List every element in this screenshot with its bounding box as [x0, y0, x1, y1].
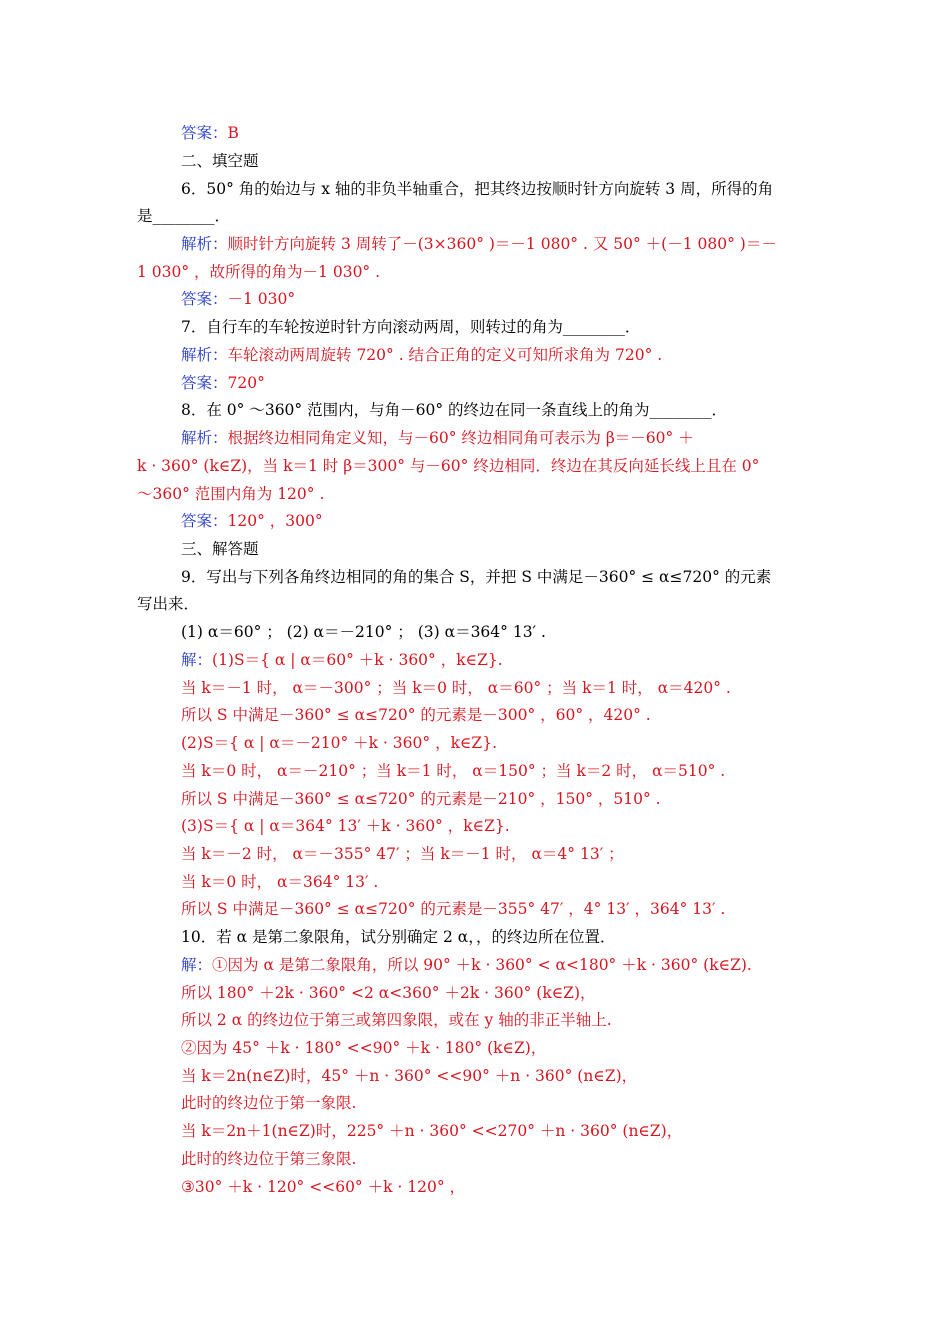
- solution-9-2: (2)S＝{ α | α＝－210° ＋k · 360° ，k∈Z}.: [181, 734, 497, 752]
- solution-line: 当 k＝－2 时， α＝－355° 47′ ；当 k＝－1 时， α＝4° 13′ ；: [181, 845, 624, 863]
- solution-line: ②因为 45° ＋k · 180° <<90° ＋k · 180° (k∈Z)，: [181, 1039, 547, 1057]
- question-6-cont: 是________．: [137, 207, 231, 225]
- solution-label: 解：: [181, 956, 213, 974]
- answer-label: 答案：: [181, 290, 228, 308]
- answer-7: [181, 373, 265, 393]
- solution-line: 当 k＝2n(n∈Z)时，45° ＋n · 360° <<90° ＋n · 360° (n∈Z)，: [181, 1067, 638, 1085]
- answer-8: [181, 511, 323, 531]
- solution-9-1: 解：(1)S＝{ α | α＝60° ＋k · 360° ，k∈Z}.: [181, 651, 503, 669]
- analysis-8-cont: k · 360° (k∈Z)，当 k＝1 时 β＝300° 与－60° 终边相同．终边在其反向延长线上且在 0°: [137, 457, 760, 475]
- analysis-label: 解析：: [181, 346, 228, 364]
- solution-line: 当 k＝－1 时， α＝－300° ；当 k＝0 时， α＝60° ；当 k＝1 时， α＝420° .: [181, 679, 731, 697]
- answer-label: 答案：: [181, 374, 228, 392]
- solution-line: 所以 180° ＋2k · 360° <2 α<360° ＋2k · 360° (k∈Z)，: [181, 984, 596, 1002]
- answer-5: [181, 123, 239, 143]
- question-8: 8．在 0° ～360° 范围内，与角－60° 的终边在同一条直线上的角为________．: [181, 401, 727, 419]
- question-9: 9．写出与下列各角终边相同的角的集合 S，并把 S 中满足－360° ≤ α≤720° 的元素: [181, 568, 772, 586]
- answer-6: [181, 289, 295, 309]
- solution-line: 所以 S 中满足－360° ≤ α≤720° 的元素是－210° ，150° ，510° .: [181, 790, 661, 808]
- answer-value: 720°: [227, 374, 265, 392]
- solution-line: 所以 2 α 的终边位于第三或第四象限，或在 y 轴的非正半轴上.: [181, 1011, 612, 1029]
- solution-9-3: (3)S＝{ α | α＝364° 13′ ＋k · 360° ，k∈Z}.: [181, 817, 510, 835]
- solution-line: 当 k＝2n＋1(n∈Z)时，225° ＋n · 360° <<270° ＋n · 360° (n∈Z)，: [181, 1122, 683, 1140]
- solution-label: 解：: [181, 651, 213, 669]
- solution-line: 所以 S 中满足－360° ≤ α≤720° 的元素是－355° 47′ ，4° 13′ ，364° 13′ .: [181, 900, 726, 918]
- solution-line: 当 k＝0 时， α＝－210° ；当 k＝1 时， α＝150° ；当 k＝2 时， α＝510° .: [181, 762, 726, 780]
- section-heading-solve: 三、解答题: [181, 540, 259, 558]
- answer-value: －1 030°: [227, 290, 296, 308]
- question-7: 7．自行车的车轮按逆时针方向滚动两周，则转过的角为________．: [181, 318, 641, 336]
- solution-10: 解：①因为 α 是第二象限角，所以 90° ＋k · 360° < α<180° ＋k · 360° (k∈Z).: [181, 956, 752, 974]
- section-heading-fill-blank: 二、填空题: [181, 152, 259, 170]
- solution-line: 当 k＝0 时， α＝364° 13′ .: [181, 873, 379, 891]
- analysis-8: 解析：根据终边相同角定义知，与－60° 终边相同角可表示为 β＝－60° ＋: [181, 429, 694, 447]
- analysis-6-cont: 1 030° ，故所得的角为－1 030° .: [137, 263, 381, 281]
- question-9-cont: 写出来．: [137, 595, 200, 613]
- solution-line: 此时的终边位于第三象限.: [181, 1150, 357, 1168]
- answer-label: 答案：: [181, 512, 228, 530]
- answer-value: 120° ，300°: [227, 512, 323, 530]
- solution-line: ③30° ＋k · 120° <<60° ＋k · 120° ，: [181, 1178, 466, 1196]
- analysis-6: 解析：顺时针方向旋转 3 周转了－(3×360° )＝－1 080° . 又 50° ＋(－1 080° )＝－: [181, 235, 777, 253]
- analysis-label: 解析：: [181, 235, 228, 253]
- solution-line: 此时的终边位于第一象限.: [181, 1094, 357, 1112]
- question-10: 10．若 α 是第二象限角，试分别确定 2 α，，的终边所在位置．: [181, 928, 616, 946]
- analysis-8-cont2: ～360° 范围内角为 120° .: [137, 485, 325, 503]
- analysis-label: 解析：: [181, 429, 228, 447]
- question-9-parts: (1) α＝60° ； (2) α＝－210° ； (3) α＝364° 13′ .: [181, 623, 546, 641]
- analysis-7: 解析：车轮滚动两周旋转 720° . 结合正角的定义可知所求角为 720° .: [181, 346, 663, 364]
- answer-value: B: [227, 124, 239, 142]
- question-6: 6．50° 角的始边与 x 轴的非负半轴重合，把其终边按顺时针方向旋转 3 周，所得的角: [181, 180, 774, 198]
- answer-label: 答案：: [181, 124, 228, 142]
- solution-line: 所以 S 中满足－360° ≤ α≤720° 的元素是－300° ，60° ，420° .: [181, 706, 651, 724]
